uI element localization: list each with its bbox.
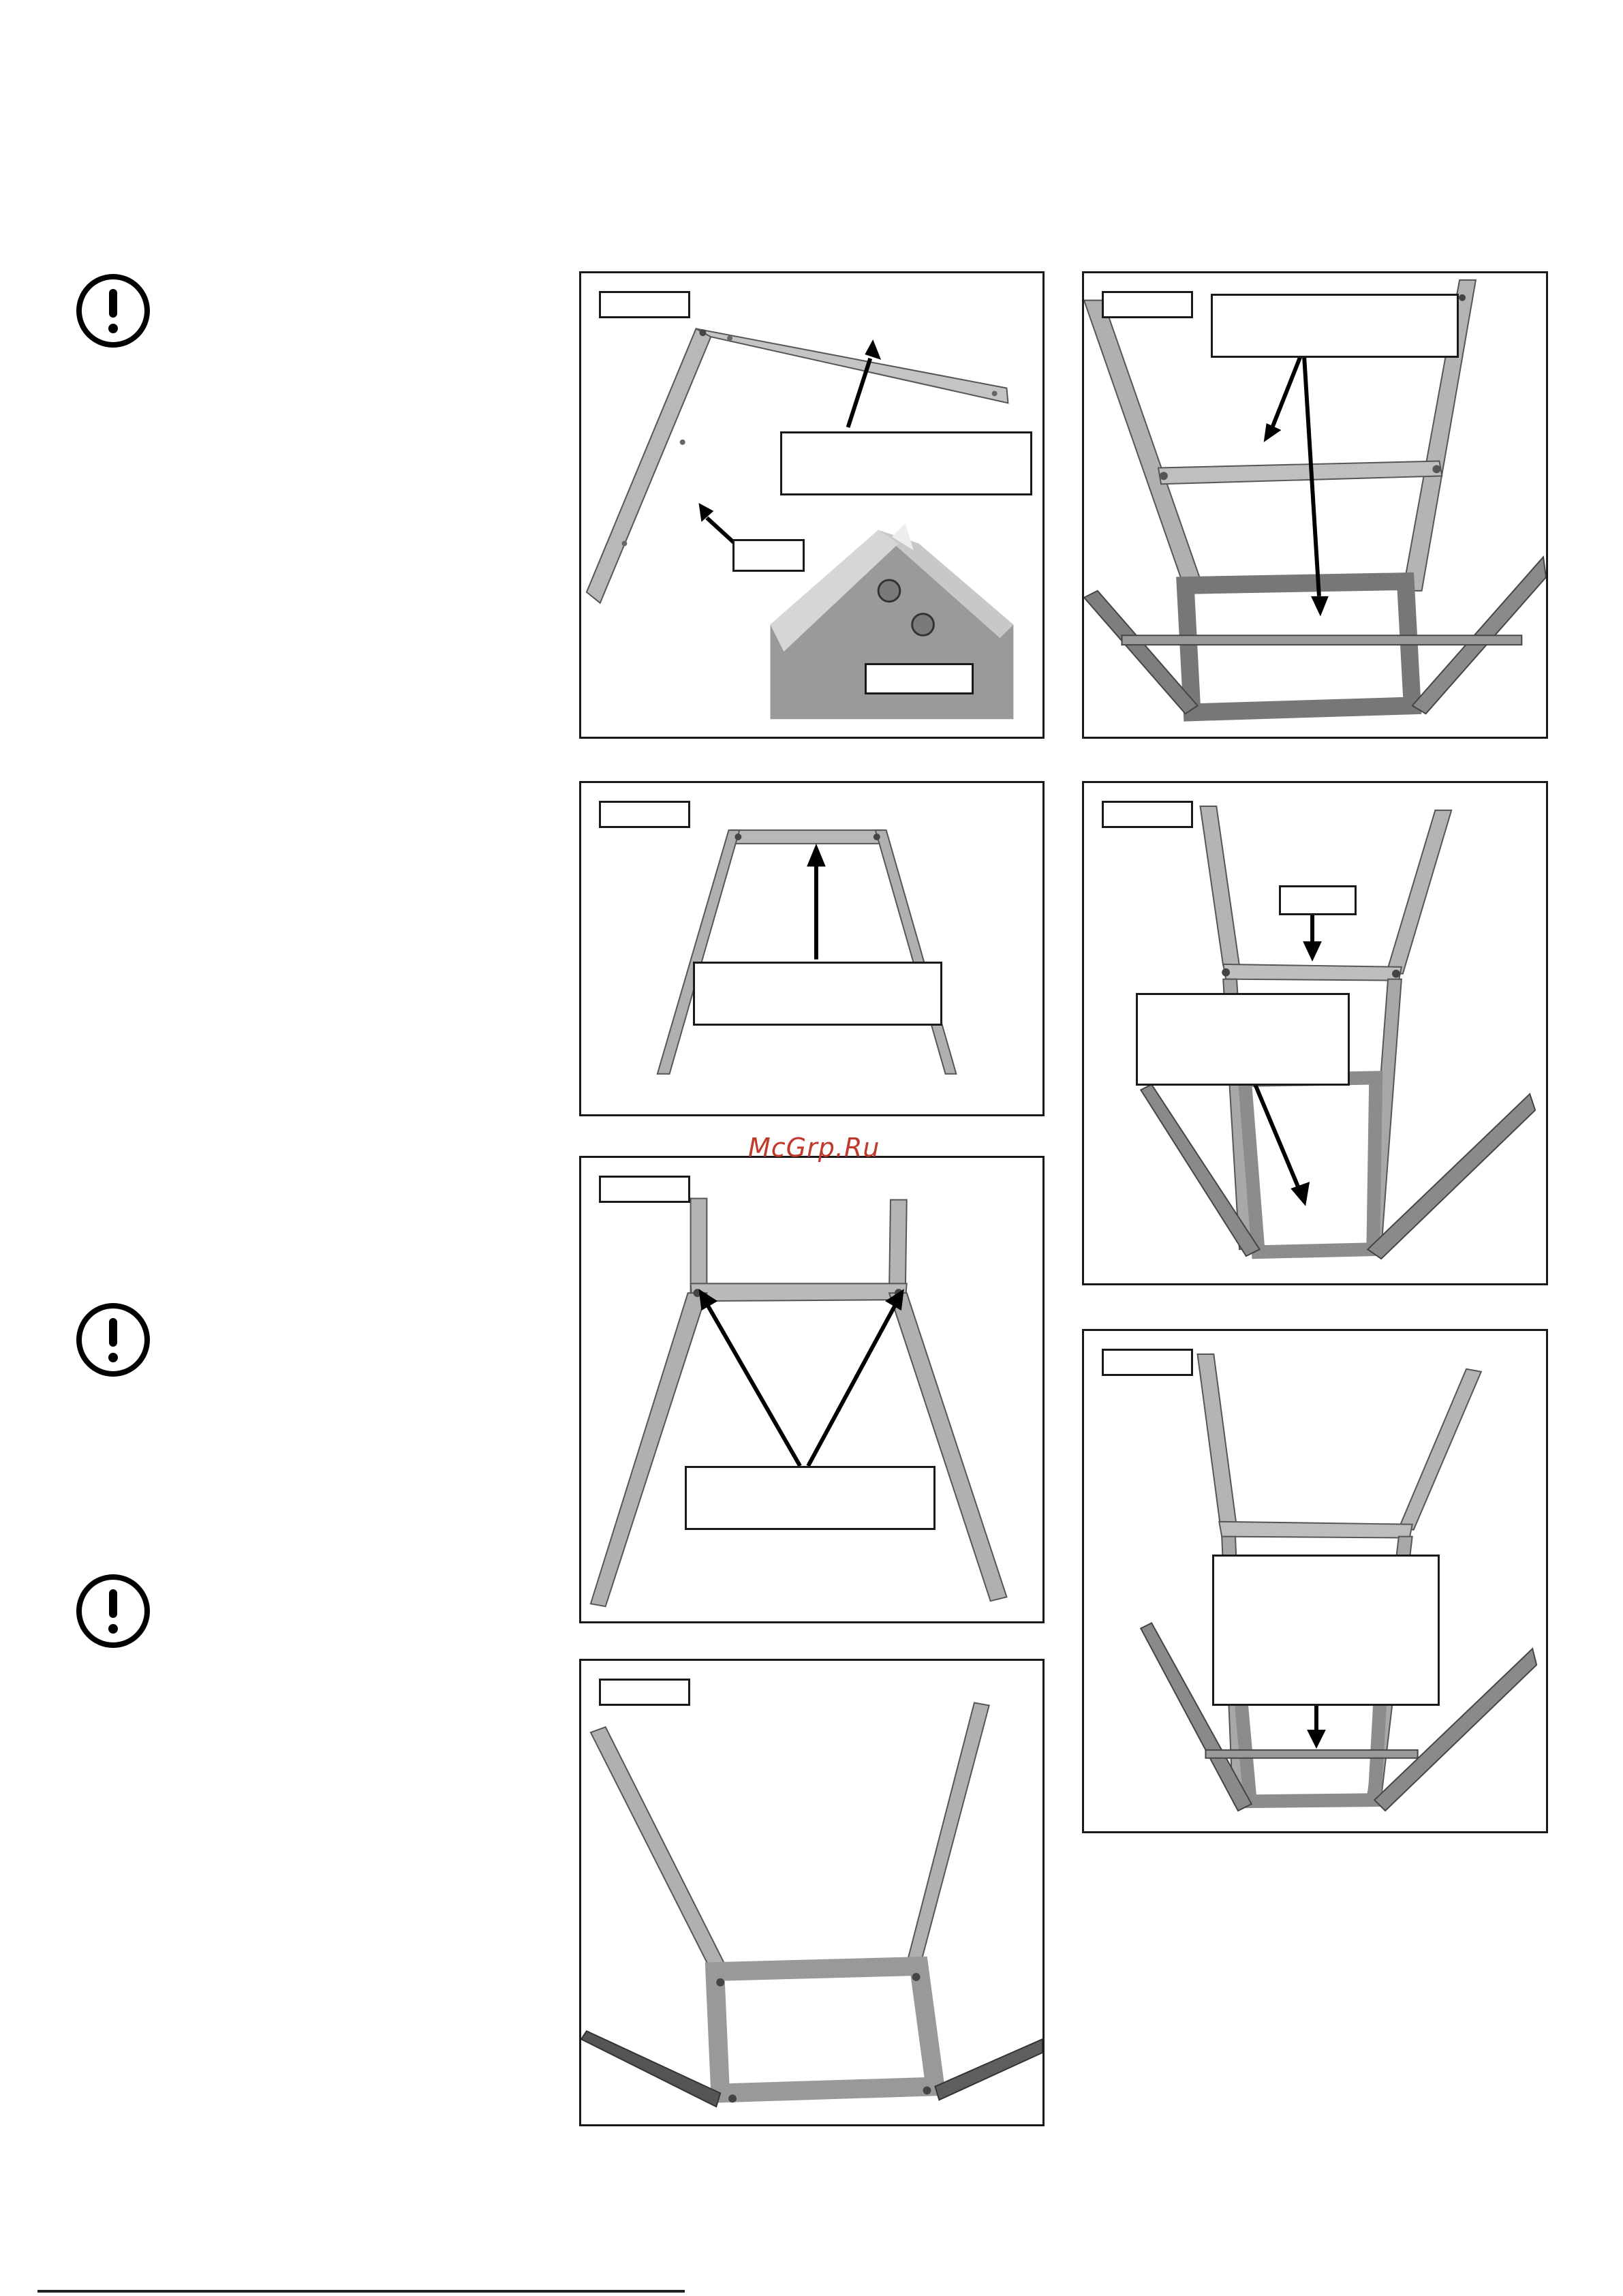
figure-7 [1082, 1329, 1548, 1833]
callout-label [685, 1466, 936, 1530]
watermark: McGrp.Ru [748, 1133, 880, 1163]
step-tag [1102, 801, 1193, 828]
step-tag [599, 291, 690, 318]
exclamation-circle-icon [75, 1573, 151, 1649]
figure-1 [579, 271, 1045, 739]
figure-6 [1082, 781, 1548, 1285]
frame-legs-illustration [581, 1158, 1042, 1621]
figure-2 [1082, 271, 1548, 739]
step-tag [599, 801, 690, 828]
exclamation-circle-icon [75, 1302, 151, 1378]
callout-label [1279, 885, 1357, 915]
step-tag [599, 1176, 690, 1203]
callout-label [1136, 993, 1350, 1086]
callout-label [865, 663, 974, 694]
figure-5 [579, 1659, 1045, 2126]
step-tag [599, 1679, 690, 1706]
callout-label [1212, 1555, 1440, 1706]
callout-label [732, 539, 805, 572]
callout-label [780, 431, 1032, 495]
step-tag [1102, 1349, 1193, 1376]
figure-4 [579, 1156, 1045, 1623]
callout-label [693, 962, 942, 1026]
figure-3 [579, 781, 1045, 1116]
step-tag [1102, 291, 1193, 318]
base-frame-illustration [581, 1661, 1042, 2124]
footer-rule [37, 2290, 685, 2293]
exclamation-circle-icon [75, 273, 151, 349]
callout-label [1211, 294, 1459, 358]
frame-top-bar-illustration [581, 783, 1042, 1114]
